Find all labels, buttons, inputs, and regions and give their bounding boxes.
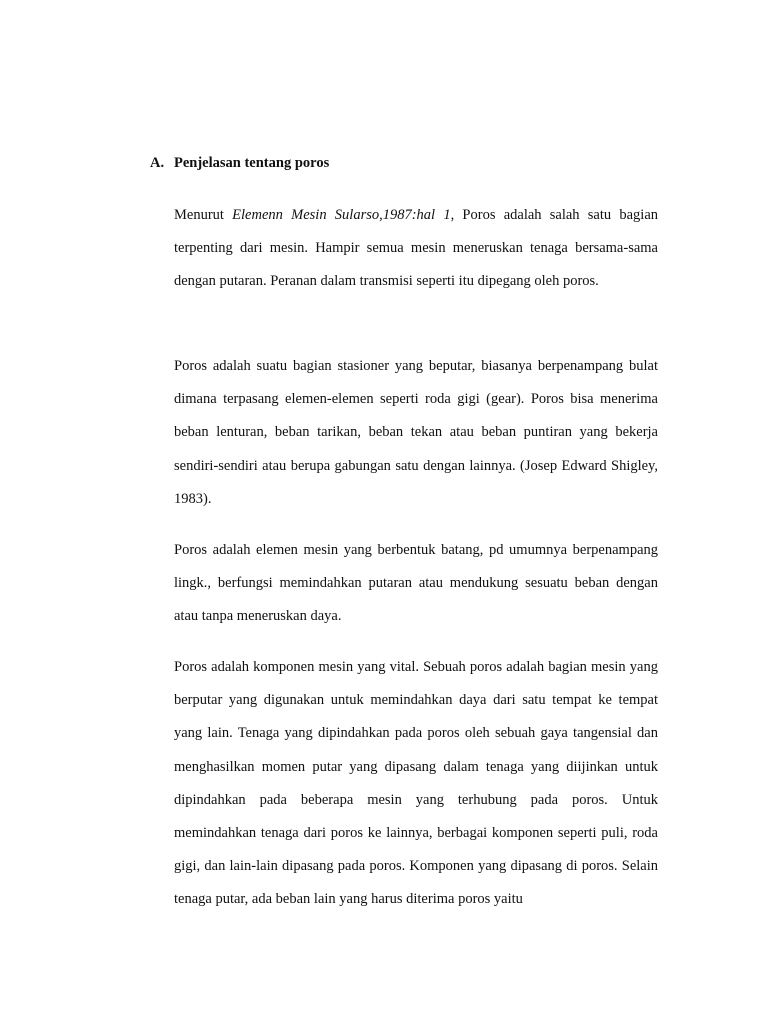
paragraph-1-lead: Menurut — [174, 207, 233, 223]
section-title: Penjelasan tentang poros — [174, 155, 330, 171]
section-heading — [150, 153, 329, 173]
paragraph-3: Poros adalah elemen mesin yang berbentuk batang, pd umumnya berpenampang lingk., berfungsi memindahkan putaran atau mendukung sesuatu beban dengan atau tanpa meneruskan daya. — [174, 542, 658, 625]
paragraph-4: Poros adalah komponen mesin yang vital. Sebuah poros adalah bagian mesin yang berputar yang digunakan untuk memindahkan daya dari satu tempat ke tempat yang lain. Tenaga yang dipindahkan pada poros oleh sebuah gaya tangensial dan menghasilkan momen putar yang dipasang dalam tenaga yang diijinkan untuk dipindahkan pada beberapa mesin yang terhubung pada poros. Untuk memindahkan tenaga dari poros ke lainnya, berbagai komponen seperti puli, roda gigi, dan lain-lain dipasang pada poros. Komponen yang dipasang di poros. Selain tenaga putar, ada beban lain yang harus diterima poros yaitu — [174, 659, 658, 908]
paragraph-1-rest: , Poros adalah salah satu bagian terpenting dari mesin. Hampir semua mesin meneruskan tenaga bersama-sama dengan putaran. Peranan dalam transmisi seperti itu dipegang oleh poros. — [174, 207, 659, 290]
section-number: A. — [150, 155, 165, 171]
paragraph-1 — [174, 199, 658, 299]
paragraph-1-citation: Elemenn Mesin Sularso,1987:hal 1 — [232, 207, 451, 223]
paragraph-2: Poros adalah suatu bagian stasioner yang beputar, biasanya berpenampang bulat dimana terpasang elemen-elemen seperti roda gigi (gear). Poros bisa menerima beban lenturan, beban tarikan, beban tekan atau beban puntiran yang bekerja sendiri-sendiri atau berupa gabungan satu dengan lainnya. (Josep Edward Shigley, 1983). — [174, 358, 658, 507]
